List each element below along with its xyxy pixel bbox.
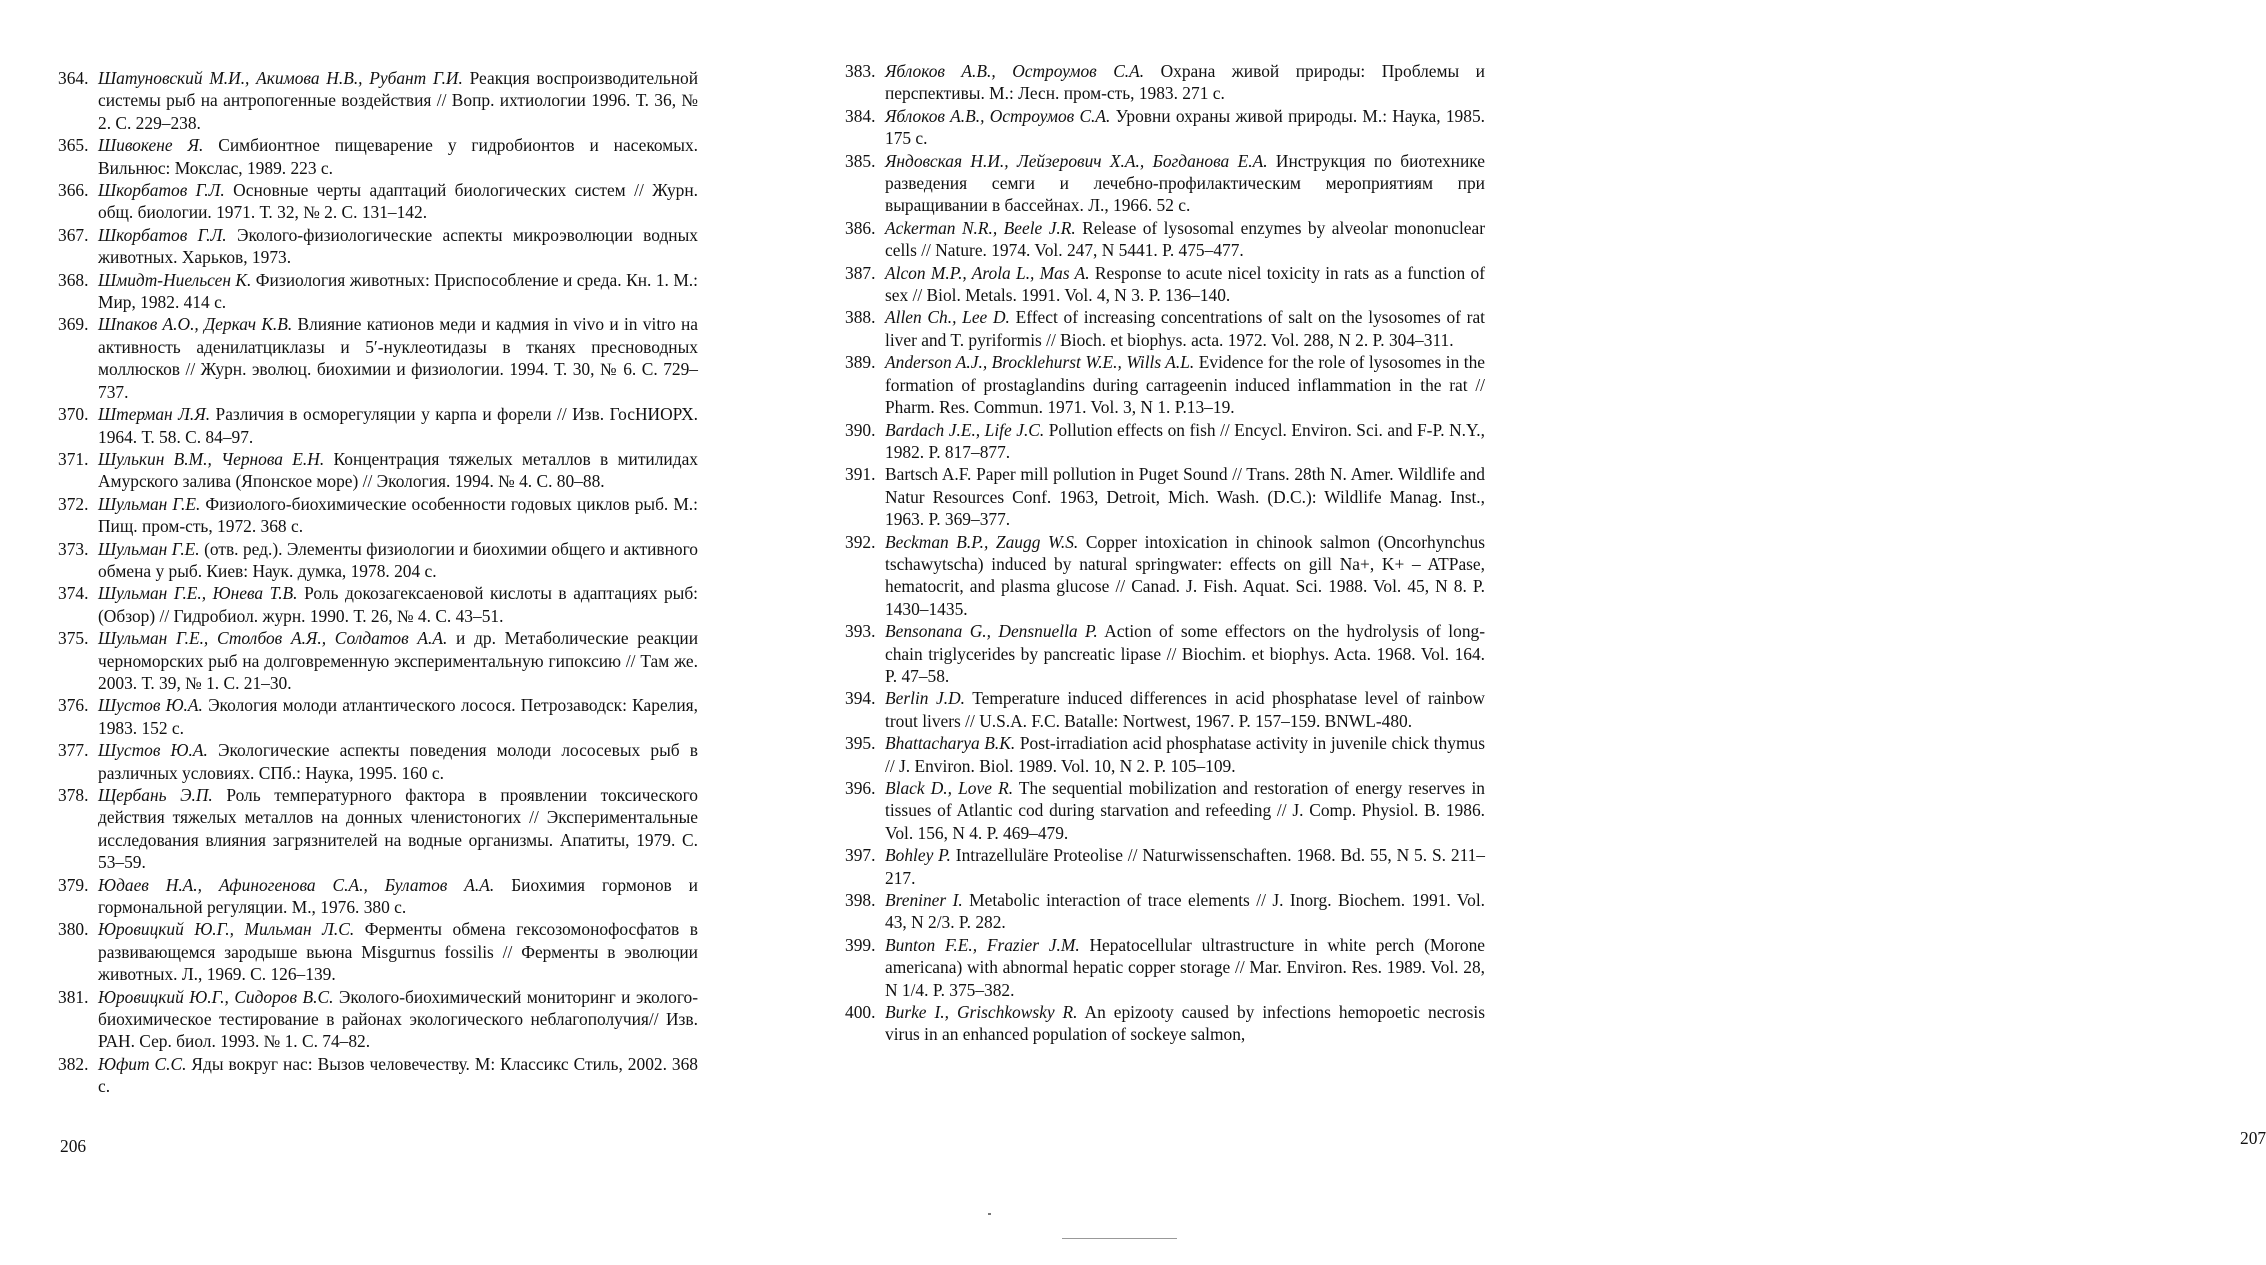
- reference-item: [845, 419, 1485, 464]
- reference-item: [58, 694, 698, 739]
- reference-text: Copper intoxication in chinook salmon (Oncorhynchus tschawytscha) induced by natural springwater: effects on gill Na+, K+ – ATPase, hematocrit, and plasma glucose // Canad. J. Fish. Aquat. Sci. 1988. Vol. 45, N 8. P. 1430–1435.: [885, 531, 1485, 619]
- reference-authors: Шульман Г.Е., Юнева Т.В.: [98, 583, 298, 604]
- reference-text: Основные черты адаптаций биологических систем // Журн. общ. биологии. 1971. Т. 32, № 2. С. 131–142.: [98, 180, 698, 223]
- reference-text: Post-irradiation acid phosphatase activity in juvenile chick thymus // J. Environ. Biol. 1989. Vol. 10, N 2. P. 105–109.: [885, 733, 1485, 776]
- reference-text: Концентрация тяжелых металлов в митилидах Амурского залива (Японское море) // Экология. 1994. № 4. С. 80–88.: [98, 448, 698, 492]
- reference-text: Экология молоди атлантического лосося. Петрозаводск: Карелия, 1983. 152 с.: [98, 695, 698, 738]
- reference-text: и др. Метаболические реакции черноморских рыб на долговременную экспериментальную гипоксию // Там же. 2003. Т. 39, № 1. С. 21–30.: [98, 628, 698, 693]
- reference-number: 378.: [58, 785, 89, 805]
- reference-number: 373.: [58, 538, 89, 559]
- reference-item: [845, 889, 1485, 934]
- reference-item: [845, 732, 1485, 777]
- reference-text: Экологические аспекты поведения молоди лососевых рыб в различных условиях. СПб.: Наука, 1995. 160 с.: [98, 740, 699, 783]
- reference-item: [58, 739, 698, 784]
- reference-authors: Штерман Л.Я.: [98, 404, 211, 425]
- reference-authors: Шустов Ю.А.: [98, 695, 203, 716]
- reference-text: The sequential mobilization and restoration of energy reserves in tissues of Atlantic cod during starvation and refeeding // J. Comp. Physiol. B. 1986. Vol. 156, N 4. P. 469–479.: [885, 778, 1485, 843]
- reference-authors: Шульман Г.Е.: [98, 538, 200, 559]
- reference-authors: Allen Ch., Lee D.: [885, 307, 1010, 328]
- reference-text: Bartsch A.F. Paper mill pollution in Puget Sound // Trans. 28th N. Amer. Wildlife and Natur Resources Conf. 1963, Detroit, Mich. Wash. (D.C.): Wildlife Manag. Inst., 1963. P. 369–377.: [885, 464, 1485, 530]
- reference-authors: Шкорбатов Г.Л.: [98, 180, 225, 201]
- reference-text: Симбионтное пищеварение у гидробионтов и насекомых. Вильнюс: Мокслас, 1989. 223 с.: [98, 135, 698, 178]
- reference-authors: Bhattacharya B.K.: [885, 733, 1016, 754]
- scan-speck: [988, 1213, 991, 1215]
- reference-authors: Яблоков А.В., Остроумов С.А.: [885, 105, 1111, 126]
- reference-number: 375.: [58, 628, 89, 649]
- reference-item: [58, 313, 698, 403]
- reference-authors: Шкорбатов Г.Л.: [98, 224, 227, 245]
- reference-item: [845, 60, 1485, 105]
- reference-item: [845, 1001, 1485, 1046]
- reference-item: [58, 627, 698, 694]
- reference-authors: Bardach J.E., Life J.C.: [885, 419, 1045, 440]
- reference-item: [58, 448, 698, 493]
- reference-text: Hepatocellular ultrastructure in white perch (Morone americana) with abnormal hepatic copper storage // Mar. Environ. Res. 1989. Vol. 28, N 1/4. P. 375–382.: [885, 934, 1485, 1000]
- reference-text: Pollution effects on fish // Encycl. Environ. Sci. and F-P. N.Y., 1982. P. 817–877.: [885, 419, 1485, 462]
- reference-text: Эколого-биохимический мониторинг и эколого-биохимическое тестирование в районах экологического неблагополучия// Изв. РАН. Сер. биол. 1993. № 1. С. 74–82.: [98, 986, 698, 1052]
- scan-line: [1062, 1238, 1177, 1239]
- reference-authors: Шатуновский М.И., Акимова Н.В., Рубант Г.И.: [98, 68, 463, 88]
- reference-number: 400.: [845, 1002, 876, 1023]
- reference-item: [845, 620, 1485, 687]
- reference-number: 399.: [845, 934, 876, 955]
- reference-number: 395.: [845, 733, 876, 754]
- reference-item: [58, 269, 698, 314]
- reference-item: [58, 1053, 698, 1098]
- left-page: [0, 0, 790, 1265]
- reference-authors: Шульман Г.Е., Столбов А.Я., Солдатов А.А.: [98, 628, 448, 649]
- reference-number: 364.: [58, 68, 89, 88]
- reference-text: Release of lysosomal enzymes by alveolar mononuclear cells // Nature. 1974. Vol. 247, N 5441. P. 475–477.: [885, 217, 1486, 261]
- reference-number: 393.: [845, 621, 876, 642]
- reference-number: 376.: [58, 695, 89, 716]
- reference-text: Яды вокруг нас: Вызов человечеству. М: Классикс Стиль, 2002. 368 с.: [98, 1053, 699, 1097]
- reference-number: 390.: [845, 419, 876, 440]
- reference-number: 384.: [845, 105, 876, 126]
- reference-item: [845, 777, 1485, 844]
- reference-item: [845, 306, 1485, 351]
- reference-authors: Юровицкий Ю.Г., Сидоров В.С.: [98, 986, 334, 1007]
- reference-authors: Шивокене Я.: [98, 135, 204, 156]
- reference-authors: Шмидт-Ниельсен К.: [98, 269, 252, 290]
- reference-text: Action of some effectors on the hydrolysis of long-chain triglycerides by pancreatic lipase // Biochim. et biophys. Acta. 1968. Vol. 164. P. 47–58.: [885, 621, 1485, 686]
- reference-authors: Шустов Ю.А.: [98, 740, 208, 761]
- reference-number: 369.: [58, 314, 89, 335]
- reference-number: 377.: [58, 740, 89, 761]
- reference-authors: Burke I., Grischkowsky R.: [885, 1002, 1078, 1023]
- reference-text: Temperature induced differences in acid phosphatase level of rainbow trout livers // U.S.A. F.C. Batalle: Nortwest, 1967. P. 157–159. BNWL-480.: [885, 688, 1485, 731]
- reference-number: 374.: [58, 583, 89, 604]
- reference-authors: Black D., Love R.: [885, 778, 1014, 798]
- reference-text: Биохимия гормонов и гормональной регуляции. М., 1976. 380 с.: [98, 874, 698, 918]
- page-number-right: 207: [2240, 1128, 2266, 1148]
- reference-text: An epizooty caused by infections hemopoetic necrosis virus in an enhanced population of sockeye salmon,: [885, 1002, 1485, 1045]
- reference-number: 387.: [845, 262, 876, 283]
- reference-number: 379.: [58, 874, 89, 895]
- reference-number: 385.: [845, 150, 876, 171]
- reference-text: Intrazelluläre Proteolise // Naturwissenschaften. 1968. Bd. 55, N 5. S. 211–217.: [885, 845, 1486, 888]
- reference-item: [58, 134, 698, 179]
- reference-authors: Berlin J.D.: [885, 688, 965, 709]
- reference-item: [58, 918, 698, 985]
- reference-text: Роль температурного фактора в проявлении токсического действия тяжелых металлов на донных членистоногих // Экспериментальные исследования влияния загрязнителей на водные организмы. Апатиты, 1979. С. 53–59.: [98, 785, 698, 873]
- reference-text: Effect of increasing concentrations of salt on the lysosomes of rat liver and T. pyriformis // Bioch. et biophys. acta. 1972. Vol. 288, N 2. P. 304–311.: [885, 307, 1486, 350]
- reference-authors: Breniner I.: [885, 890, 963, 911]
- reference-number: 371.: [58, 448, 89, 469]
- reference-item: [58, 493, 698, 538]
- reference-item: [845, 351, 1485, 418]
- reference-item: [58, 874, 698, 919]
- reference-text: Инструкция по биотехнике разведения семги и лечебно-профилактическим мероприятиям при выращивании в бассейнах. Л., 1966. 52 с.: [885, 150, 1485, 216]
- reference-authors: Шпаков А.О., Деркач К.В.: [98, 314, 293, 335]
- reference-number: 381.: [58, 986, 89, 1007]
- reference-authors: Bohley P.: [885, 845, 951, 866]
- reference-number: 397.: [845, 845, 876, 866]
- reference-item: [845, 531, 1485, 621]
- reference-number: 391.: [845, 464, 876, 485]
- reference-authors: Bunton F.E., Frazier J.M.: [885, 934, 1080, 955]
- reference-text: Evidence for the role of lysosomes in the formation of prostaglandins during carrageenin induced inflammation in the rat // Pharm. Res. Commun. 1971. Vol. 3, N 1. P.13–19.: [885, 352, 1485, 418]
- reference-item: [58, 224, 698, 269]
- reference-item: [58, 784, 698, 874]
- reference-text: Ферменты обмена гексозомонофосфатов в развивающемся зародыше вьюна Misgurnus fossilis // Ферменты в эволюции животных. Л., 1969. С. 126–139.: [98, 919, 698, 985]
- reference-number: 398.: [845, 890, 876, 911]
- reference-text: Влияние катионов меди и кадмия in vivo и in vitro на активность аденилатциклазы и 5′-нуклеотидазы в тканях пресноводных моллюсков // Журн. эволюц. биохимии и физиологии. 1994. Т. 30, № 6. С. 729–737.: [98, 314, 698, 402]
- reference-authors: Юфит С.С.: [98, 1053, 187, 1074]
- page-number-left: 206: [60, 1136, 87, 1156]
- reference-authors: Юдаев Н.А., Афиногенова С.А., Булатов А.А.: [98, 874, 495, 895]
- reference-number: 392.: [845, 531, 876, 552]
- reference-item: [58, 67, 698, 134]
- reference-text: Эколого-физиологические аспекты микроэволюции водных животных. Харьков, 1973.: [98, 224, 698, 268]
- reference-text: Уровни охраны живой природы. М.: Наука, 1985. 175 с.: [885, 105, 1485, 149]
- reference-item: [58, 538, 698, 583]
- reference-item: [845, 105, 1485, 150]
- reference-item: [845, 934, 1485, 1001]
- reference-authors: Ackerman N.R., Beele J.R.: [885, 217, 1076, 238]
- reference-text: Физиолого-биохимические особенности годовых циклов рыб. М.: Пищ. пром-сть, 1972. 368 с.: [98, 493, 698, 537]
- reference-text: Роль докозагексаеновой кислоты в адаптациях рыб: (Обзор) // Гидробиол. журн. 1990. Т. 26, № 4. С. 43–51.: [98, 583, 699, 626]
- reference-authors: Яндовская Н.И., Лейзерович Х.А., Богданова Е.А.: [885, 150, 1268, 171]
- reference-number: 365.: [58, 135, 89, 156]
- reference-number: 386.: [845, 217, 876, 238]
- reference-number: 370.: [58, 404, 89, 425]
- reference-authors: Шулькин В.М., Чернова Е.Н.: [98, 448, 325, 469]
- reference-list-right: [845, 60, 1485, 1046]
- reference-number: 396.: [845, 778, 876, 798]
- reference-text: Физиология животных: Приспособление и среда. Кн. 1. М.: Мир, 1982. 414 с.: [98, 269, 698, 313]
- reference-authors: Юровицкий Ю.Г., Мильман Л.С.: [98, 919, 355, 940]
- reference-authors: Beckman B.P., Zaugg W.S.: [885, 531, 1079, 552]
- reference-item: [845, 217, 1485, 262]
- reference-item: [58, 582, 698, 627]
- reference-item: [58, 986, 698, 1053]
- reference-item: [58, 403, 698, 448]
- reference-number: 366.: [58, 180, 89, 201]
- reference-list-left: [58, 67, 698, 1098]
- reference-text: Различия в осморегуляции у карпа и форели // Изв. ГосНИОРХ. 1964. Т. 58. С. 84–97.: [98, 404, 698, 447]
- reference-authors: Шульман Г.Е.: [98, 493, 201, 514]
- reference-number: 388.: [845, 307, 876, 328]
- reference-number: 368.: [58, 269, 89, 290]
- reference-item: [58, 179, 698, 224]
- reference-number: 389.: [845, 352, 876, 373]
- reference-item: [845, 687, 1485, 732]
- reference-text: Metabolic interaction of trace elements // J. Inorg. Biochem. 1991. Vol. 43, N 2/3. P. 282.: [885, 890, 1485, 933]
- reference-number: 394.: [845, 688, 876, 709]
- reference-authors: Anderson A.J., Brocklehurst W.E., Wills A.L.: [885, 352, 1195, 373]
- reference-item: [845, 463, 1485, 530]
- reference-authors: Bensonana G., Densnuella P.: [885, 621, 1098, 642]
- reference-text: Реакция воспроизводительной системы рыб на антропогенные воздействия // Вопр. ихтиологии 1996. Т. 36, № 2. С. 229–238.: [98, 68, 699, 133]
- reference-number: 382.: [58, 1053, 89, 1074]
- reference-authors: Alcon M.P., Arola L., Mas A.: [885, 262, 1090, 283]
- reference-text: (отв. ред.). Элементы физиологии и биохимии общего и активного обмена у рыб. Киев: Наук. думка, 1978. 204 с.: [98, 538, 698, 581]
- reference-item: [845, 844, 1485, 889]
- reference-item: [845, 262, 1485, 307]
- reference-text: Response to acute nicel toxicity in rats as a function of sex // Biol. Metals. 1991. Vol. 4, N 3. P. 136–140.: [885, 262, 1485, 306]
- reference-number: 367.: [58, 224, 89, 245]
- reference-number: 372.: [58, 493, 89, 514]
- reference-authors: Яблоков А.В., Остроумов С.А.: [885, 61, 1145, 81]
- reference-text: Охрана живой природы: Проблемы и перспективы. М.: Лесн. пром-сть, 1983. 271 с.: [885, 61, 1485, 104]
- reference-item: [845, 150, 1485, 217]
- reference-authors: Щербань Э.П.: [98, 785, 213, 805]
- reference-number: 383.: [845, 61, 876, 81]
- reference-number: 380.: [58, 919, 89, 940]
